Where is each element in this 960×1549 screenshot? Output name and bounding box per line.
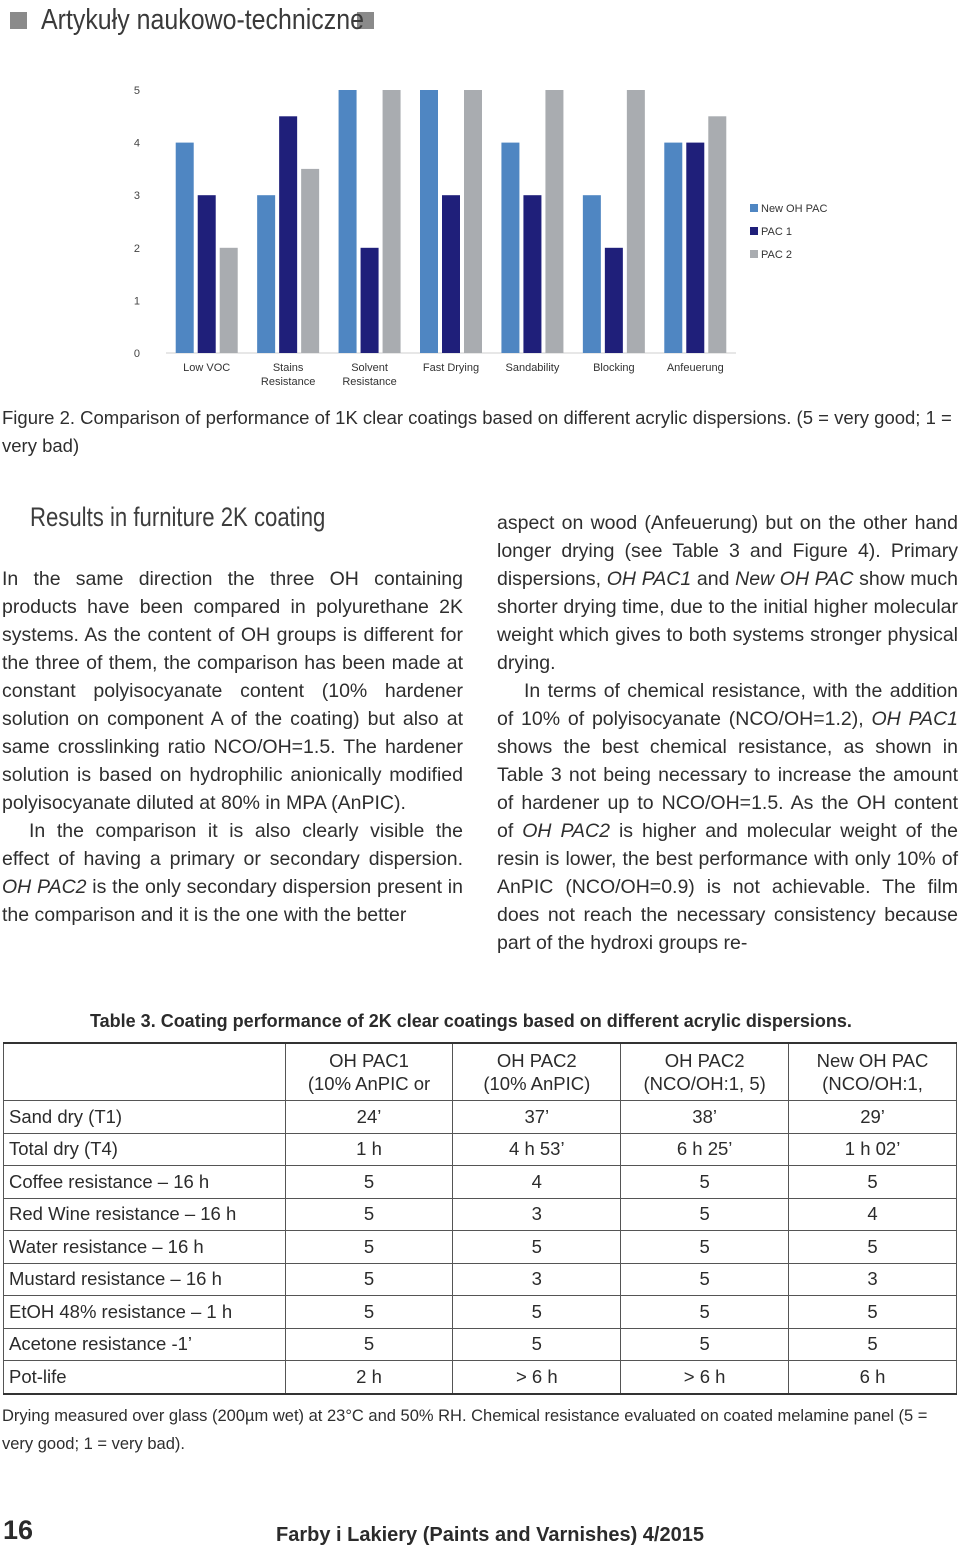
table-row [4, 1133, 957, 1166]
text-run: show much shorter drying time, due to the initial higher molecular weight which gives to both systems stronger physical drying. [497, 568, 958, 674]
legend-swatch [750, 227, 758, 235]
journal-name: Farby i Lakiery (Paints and Varnishes) 4/2015 [276, 1524, 704, 1546]
value-cell: 3 [453, 1198, 621, 1231]
value-cell: 5 [789, 1296, 957, 1329]
italic-term: OH PAC1 [606, 568, 692, 590]
row-label-cell: EtOH 48% resistance – 1 h [4, 1296, 286, 1329]
row-label-cell: Water resistance – 16 h [4, 1231, 286, 1264]
text-run: In the comparison it is also clearly visible the effect of having a primary or secondary dispersion. [2, 820, 463, 870]
italic-term: New OH PAC [735, 568, 854, 590]
bar-pac-2 [627, 90, 645, 353]
row-label-cell: Coffee resistance – 16 h [4, 1166, 286, 1199]
legend-label: PAC 1 [761, 226, 792, 238]
table-row [4, 1263, 957, 1296]
value-cell: 4 [453, 1166, 621, 1199]
value-cell: 5 [285, 1263, 453, 1296]
text-run: and [691, 568, 736, 590]
bar-pac-2 [383, 90, 401, 353]
value-cell: 5 [621, 1328, 789, 1361]
value-cell: 6 h [789, 1361, 957, 1394]
italic-term: OH PAC1 [871, 708, 958, 730]
y-tick-label: 2 [133, 242, 140, 255]
value-cell: 37’ [453, 1101, 621, 1134]
grey-square-icon [10, 12, 27, 29]
bar-pac-1 [523, 195, 541, 353]
value-cell: 4 h 53’ [453, 1133, 621, 1166]
bar-new-oh-pac [664, 143, 682, 353]
table-caption: Table 3. Coating performance of 2K clear coatings based on different acrylic dispersions. [90, 1011, 852, 1031]
x-tick-label: Fast Drying [422, 362, 480, 374]
table-row [4, 1101, 957, 1134]
x-tick-label: Sandability [505, 362, 560, 374]
value-cell: 5 [621, 1166, 789, 1199]
bar-pac-2 [545, 90, 563, 353]
bar-new-oh-pac [583, 195, 601, 353]
coating-performance-table [3, 1042, 957, 1395]
row-label-cell: Sand dry (T1) [4, 1101, 286, 1134]
value-cell: 5 [789, 1231, 957, 1264]
value-cell: 6 h 25’ [621, 1133, 789, 1166]
legend-swatch [750, 250, 758, 258]
table-row [4, 1296, 957, 1329]
y-tick-label: 4 [133, 137, 140, 150]
value-cell: 29’ [789, 1101, 957, 1134]
bar-new-oh-pac [501, 143, 519, 353]
value-cell: 5 [621, 1198, 789, 1231]
x-tick-label: Solvent Resistance [342, 362, 397, 388]
value-cell: 1 h [285, 1133, 453, 1166]
value-cell: > 6 h [453, 1361, 621, 1394]
bar-new-oh-pac [339, 90, 357, 353]
row-label-cell: Mustard resistance – 16 h [4, 1263, 286, 1296]
value-cell: 5 [453, 1296, 621, 1329]
x-tick-label: Blocking [593, 362, 635, 374]
value-cell: 5 [453, 1231, 621, 1264]
table-header-cell: OH PAC2 (NCO/OH:1, 5) [621, 1043, 789, 1101]
y-tick-label: 0 [133, 348, 140, 360]
row-label-cell: Pot-life [4, 1361, 286, 1394]
table-header-row [4, 1043, 957, 1101]
figure-caption: Figure 2. Comparison of performance of 1K clear coatings based on different acrylic dispersions. (5 = very good; 1 = very bad) [2, 407, 952, 456]
table-row [4, 1231, 957, 1264]
value-cell: 24’ [285, 1101, 453, 1134]
table-header-cell: OH PAC2 (10% AnPIC) [453, 1043, 621, 1101]
text-run: is the only secondary dispersion present in the comparison and it is the one with the better [2, 876, 463, 926]
row-label-cell: Total dry (T4) [4, 1133, 286, 1166]
value-cell: 3 [789, 1263, 957, 1296]
section-header-title: Artykuły naukowo-techniczne [41, 3, 364, 36]
bar-pac-2 [708, 116, 726, 353]
value-cell: 2 h [285, 1361, 453, 1394]
page-number: 16 [3, 1515, 34, 1545]
italic-term: OH PAC2 [2, 876, 87, 898]
value-cell: 5 [789, 1166, 957, 1199]
left-column-text [2, 565, 463, 929]
bar-new-oh-pac [420, 90, 438, 353]
y-tick-label: 3 [133, 190, 140, 203]
section-heading: Results in furniture 2K coating [30, 502, 326, 532]
value-cell: 1 h 02’ [789, 1133, 957, 1166]
value-cell: 5 [285, 1296, 453, 1329]
text-run: In the same direction the three OH containing products have been compared in polyurethane 2K systems. As the content of OH groups is different for the three of them, the comparison has been made at constant polyisocyanate content (10% hardener solution on component A of the coating) but also at same crosslinking ratio NCO/OH=1.5. The hardener solution is based on hydrophilic anionically modified polyisocyanate diluted at 80% in MPA (AnPIC). [2, 568, 463, 814]
table-row [4, 1361, 957, 1394]
value-cell: 5 [453, 1328, 621, 1361]
row-label-cell: Acetone resistance -1’ [4, 1328, 286, 1361]
table-row [4, 1198, 957, 1231]
right-column-text [497, 509, 958, 957]
value-cell: > 6 h [621, 1361, 789, 1394]
value-cell: 38’ [621, 1101, 789, 1134]
bar-pac-1 [361, 248, 379, 353]
value-cell: 4 [789, 1198, 957, 1231]
text-run: In terms of chemical resistance, with the addition of 10% of polyisocyanate (NCO/OH=1.2), [497, 680, 958, 730]
value-cell: 5 [285, 1328, 453, 1361]
x-tick-label: Low VOC [183, 362, 231, 374]
x-tick-label: Anfeuerung [666, 362, 724, 374]
bar-pac-1 [605, 248, 623, 353]
bar-new-oh-pac [176, 143, 194, 353]
bar-pac-1 [442, 195, 460, 353]
legend-label: New OH PAC [761, 203, 828, 215]
paragraph [2, 565, 463, 817]
bar-pac-2 [220, 248, 238, 353]
italic-term: OH PAC2 [522, 820, 610, 842]
value-cell: 5 [285, 1166, 453, 1199]
bar-new-oh-pac [257, 195, 275, 353]
y-tick-label: 5 [133, 85, 140, 97]
table-header-cell: OH PAC1 (10% AnPIC or [285, 1043, 453, 1101]
paragraph [2, 817, 463, 929]
legend-label: PAC 2 [761, 249, 792, 261]
table-row [4, 1166, 957, 1199]
text-run: shows the best chemical resistance, as shown in Table 3 not being necessary to increase the amount of hardener up to NCO/OH=1.5. As the OH content of [497, 736, 958, 842]
paragraph [497, 677, 958, 957]
value-cell: 3 [453, 1263, 621, 1296]
bar-pac-2 [464, 90, 482, 353]
y-tick-label: 1 [133, 295, 140, 308]
legend-swatch [750, 204, 758, 212]
value-cell: 5 [621, 1296, 789, 1329]
value-cell: 5 [285, 1231, 453, 1264]
bar-pac-1 [198, 195, 216, 353]
bar-pac-1 [279, 116, 297, 353]
performance-bar-chart [128, 78, 848, 398]
paragraph [497, 509, 958, 677]
value-cell: 5 [621, 1263, 789, 1296]
table-header-cell: New OH PAC (NCO/OH:1, [789, 1043, 957, 1101]
bar-pac-1 [686, 143, 704, 353]
page-header [10, 0, 374, 40]
text-run: is higher and molecular weight of the resin is lower, the best performance with only 10% of AnPIC (NCO/OH=0.9) is not achievable. The film does not reach the necessary consistency because part of the hydroxi groups re- [497, 820, 958, 954]
table-footnote: Drying measured over glass (200µm wet) at 23°C and 50% RH. Chemical resistance evaluated on coated melamine panel (5 = very good; 1 = very bad). [2, 1407, 928, 1453]
x-tick-label: Stains Resistance [260, 362, 316, 388]
value-cell: 5 [285, 1198, 453, 1231]
value-cell: 5 [789, 1328, 957, 1361]
table-row [4, 1328, 957, 1361]
value-cell: 5 [621, 1231, 789, 1264]
table-header-blank [4, 1043, 286, 1101]
text-run: aspect on wood (Anfeuerung) but on the other hand longer drying (see Table 3 and Figure 4). Primary dispersions, [497, 512, 958, 590]
bar-pac-2 [301, 169, 319, 353]
row-label-cell: Red Wine resistance – 16 h [4, 1198, 286, 1231]
